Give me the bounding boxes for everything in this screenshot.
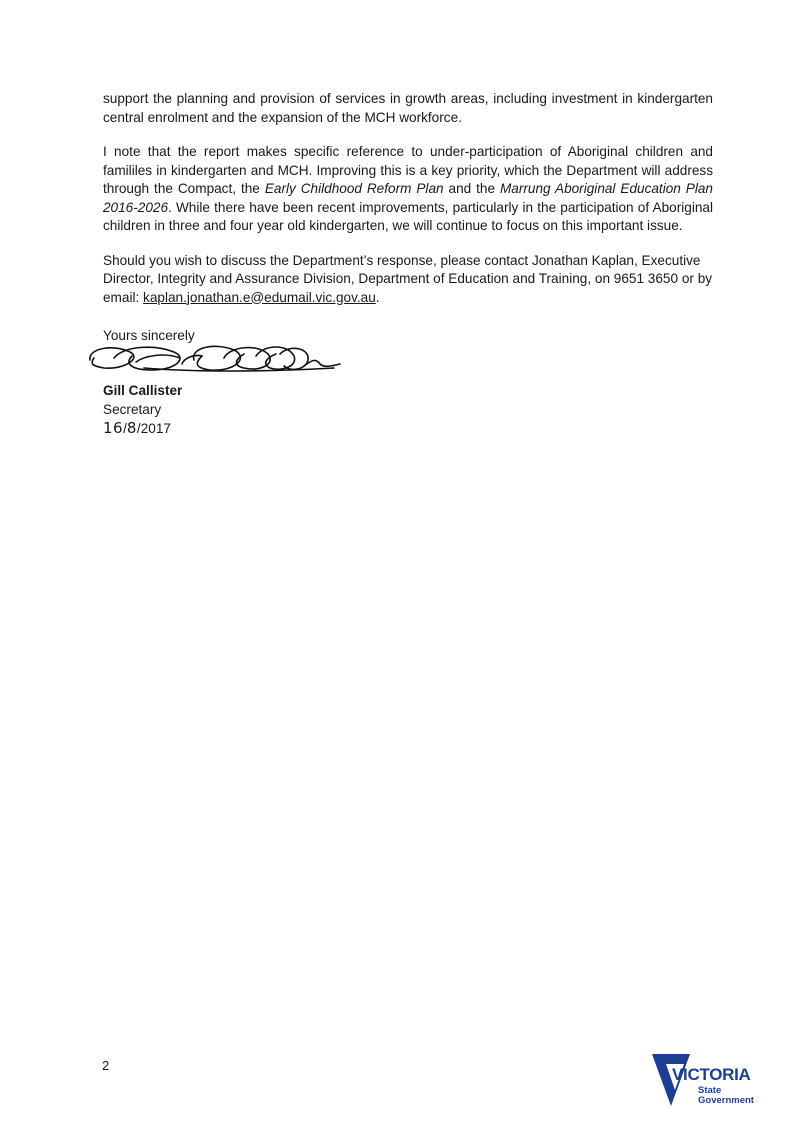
closing-salutation: Yours sincerely — [103, 328, 195, 343]
paragraph-contact — [103, 252, 713, 308]
paragraph-text: . While there have been recent improvements, particularly in the participation of Aboriginal children in three and four year old kindergarten, we will continue to focus on this important issue. — [103, 199, 713, 233]
logo-wordmark: VICTORIA — [672, 1065, 751, 1084]
logo-subtitle-government: Government — [698, 1095, 754, 1106]
date-year: /2017 — [136, 421, 171, 436]
paragraph-text: I note that the report makes specific reference to under-participation of Aboriginal children and famililes in kindergarten and MCH. Improving this is a key priority, which the Department will address through the Compact, the — [103, 144, 713, 196]
signer-block — [103, 382, 182, 439]
paragraph-text: and the — [443, 181, 500, 196]
marrung-plan-title: Marrung Aboriginal Education Plan 2016-2026 — [103, 181, 713, 215]
page-number: 2 — [102, 1058, 110, 1073]
handwritten-signature — [84, 338, 344, 380]
paragraph-text: support the planning and provision of services in growth areas, including investment in kindergarten central enrolment and the expansion of the MCH workforce. — [103, 91, 713, 125]
letter-body — [103, 90, 713, 323]
reform-plan-title: Early Childhood Reform Plan — [264, 181, 444, 196]
signer-title: Secretary — [103, 401, 162, 417]
signer-name: Gill Callister — [103, 383, 183, 398]
paragraph-text: . — [375, 289, 380, 305]
contact-email-link[interactable]: kaplan.jonathan.e@edumail.vic.gov.au — [143, 289, 376, 305]
handwritten-month: 8 — [126, 419, 137, 437]
paragraph-aboriginal-participation — [103, 143, 713, 236]
handwritten-day: 16 — [103, 419, 124, 437]
signature-date — [103, 419, 182, 439]
date-separator: / — [123, 421, 127, 436]
paragraph-text: Should you wish to discuss the Department’s response, please contact Jonathan Kaplan, Executive Director, Integrity and Assurance Division, Department of Education and Training, on 9651 3650 or by email: — [103, 252, 713, 305]
paragraph-growth-areas — [103, 90, 713, 127]
victoria-state-government-logo — [652, 1050, 762, 1108]
logo-subtitle-state: State — [698, 1085, 722, 1096]
